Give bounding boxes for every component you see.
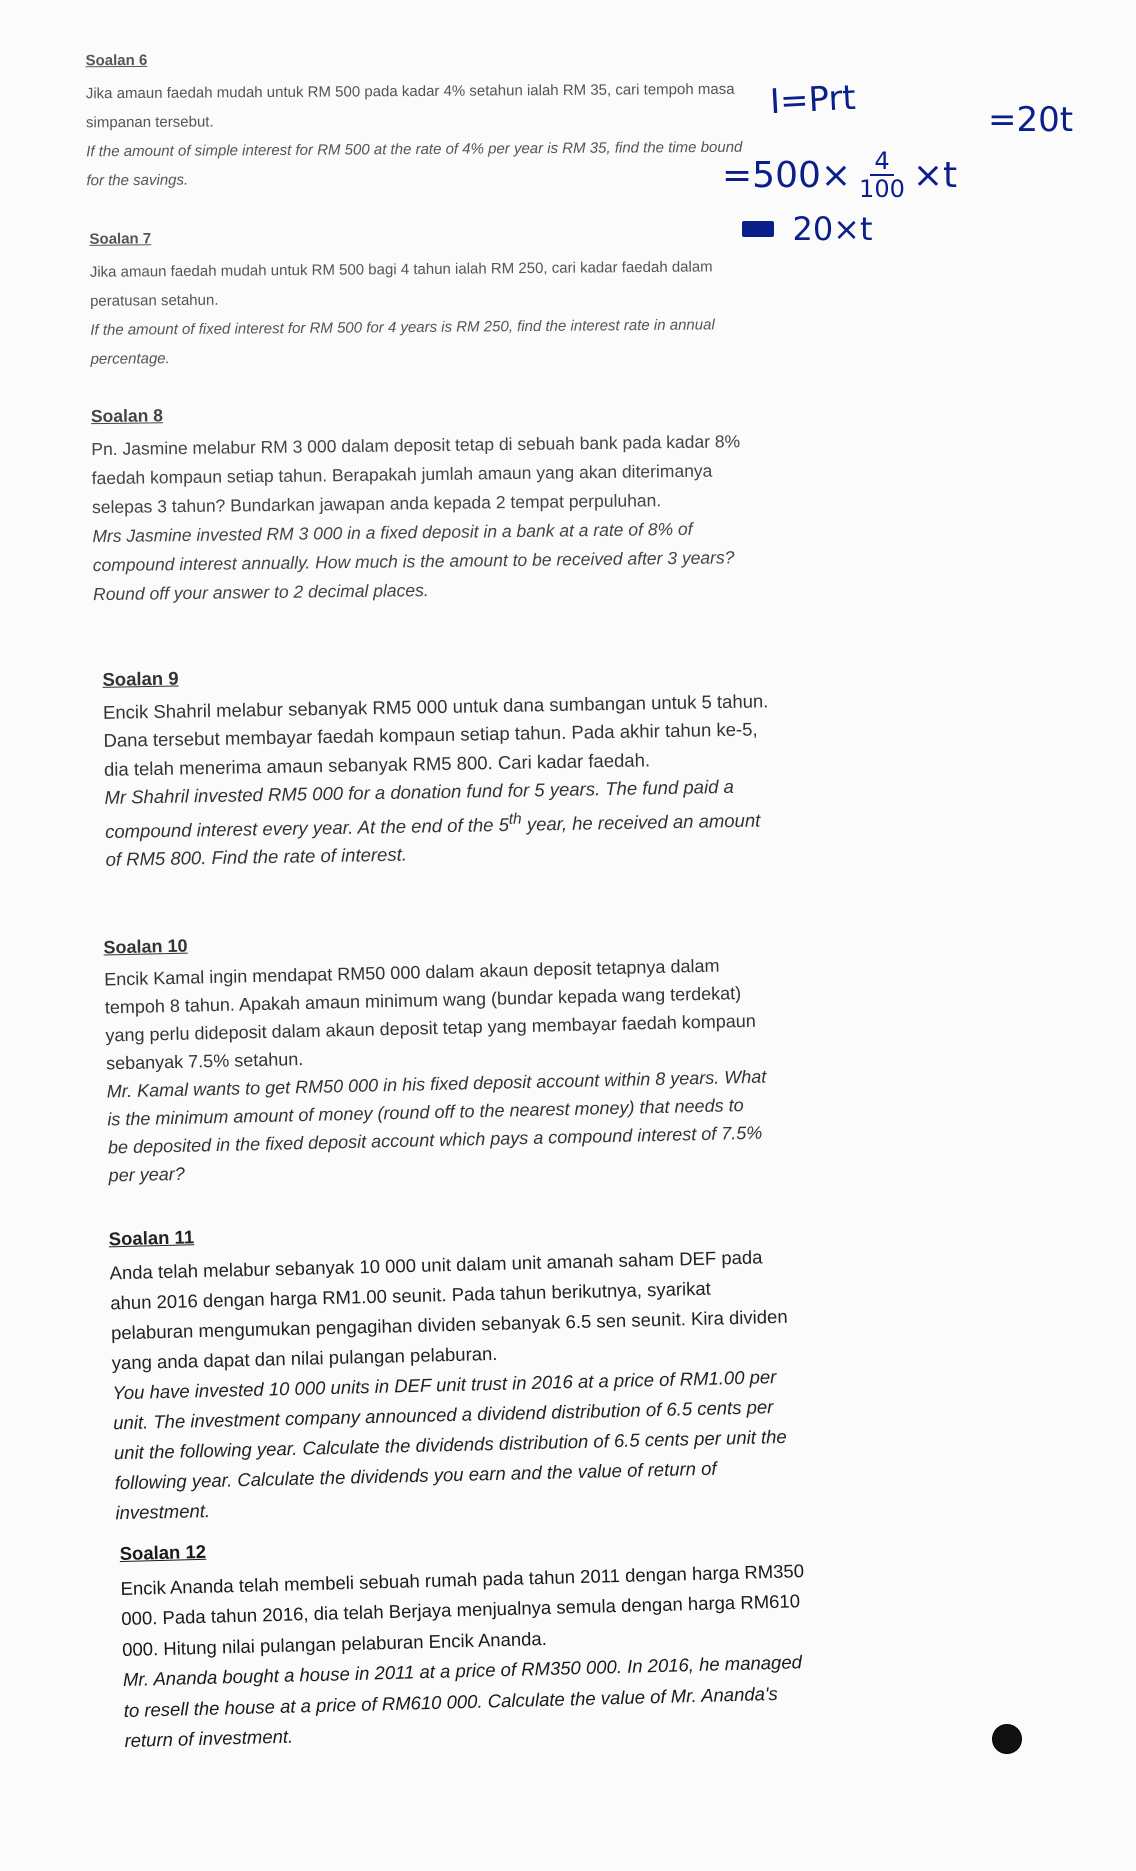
question-11-english: You have invested 10 000 units in DEF unit trust in 2016 at a price of RM1.00 per unit. The investment company announced a dividend distribution of 6.5 cents per unit the following year. Calculate the dividends distribution of 6.5 cents per unit the following year. Calculate the dividends you earn and the value of return of investment. <box>112 1366 787 1524</box>
handwritten-fraction-numerator: 4 <box>870 148 893 176</box>
question-6-malay: Jika amaun faedah mudah untuk RM 500 pada kadar 4% setahun ialah RM 35, cari tempoh masa simpanan tersebut. <box>85 80 735 132</box>
handwritten-substitution <box>722 148 957 202</box>
handwritten-simplified <box>742 210 873 248</box>
question-9-english-post: year, he received an amount of RM5 800. Find the rate of interest. <box>105 809 761 870</box>
question-9-english <box>104 772 775 874</box>
handwritten-substitution-prefix: =500× <box>722 154 852 196</box>
question-10-title: Soalan 10 <box>103 935 188 958</box>
question-9 <box>102 654 776 874</box>
question-12 <box>119 1521 814 1756</box>
question-11 <box>108 1208 795 1529</box>
question-7-english: If the amount of fixed interest for RM 500 for 4 years is RM 250, find the interest rate in annual percentage. <box>90 316 715 368</box>
question-12-english: Mr. Ananda bought a house in 2011 at a price of RM350 000. In 2016, he managed to resell the house at a price of RM610 000. Calculate the value of Mr. Ananda's return of investment. <box>122 1651 803 1751</box>
question-6-title: Soalan 6 <box>85 51 148 70</box>
question-6 <box>85 42 746 196</box>
handwritten-result: =20t <box>988 100 1074 140</box>
question-8-title: Soalan 8 <box>90 405 164 427</box>
question-7-title: Soalan 7 <box>89 230 152 248</box>
question-12-title: Soalan 12 <box>119 1540 207 1565</box>
question-7 <box>89 219 740 374</box>
question-11-title: Soalan 11 <box>108 1226 195 1250</box>
question-6-english: If the amount of simple interest for RM 500 at the rate of 4% per year is RM 35, find the time bound for the savings. <box>86 138 743 190</box>
question-8 <box>91 394 773 609</box>
question-8-english: Mrs Jasmine invested RM 3 000 in a fixed deposit in a bank at a rate of 8% of compound interest annually. How much is the amount to be received after 3 years? Round off your answer to 2 decimal places. <box>92 518 735 605</box>
question-10 <box>103 919 769 1190</box>
question-9-malay: Encik Shahril melabur sebanyak RM5 000 untuk dana sumbangan untuk 5 tahun. Dana tersebut membayar faedah kompaun setiap tahun. Pada akhir tahun ke-5, dia telah menerima amaun sebanyak RM5 800. Cari kadar faedah. <box>102 689 769 780</box>
question-9-english-pre: Mr Shahril invested RM5 000 for a donation fund for 5 years. The fund paid a compound interest every year. At the end of the 5 <box>104 775 734 842</box>
handwritten-simplified-text: 20×t <box>792 210 873 248</box>
handwritten-fraction <box>859 148 905 202</box>
question-9-title: Soalan 9 <box>102 667 179 690</box>
question-11-malay: Anda telah melabur sebanyak 10 000 unit dalam unit amanah saham DEF pada ahun 2016 dengan harga RM1.00 seunit. Pada tahun berikutnya, syarikat pelaburan mengumukan pengagihan dividen sebanyak 6.5 sen seunit. Kira dividen yang anda dapat dan nilai pulangan pelaburan. <box>109 1246 788 1374</box>
question-7-malay: Jika amaun faedah mudah untuk RM 500 bagi 4 tahun ialah RM 250, cari kadar faedah dalam peratusan setahun. <box>89 258 713 310</box>
question-10-malay: Encik Kamal ingin mendapat RM50 000 dalam akaun deposit tetapnya dalam tempoh 8 tahun. Apakah amaun minimum wang (bundar kepada wang terdekat) yang perlu dideposit dalam akaun deposit tetap yang membayar faedah kompaun sebanyak 7.5% setahun. <box>103 955 756 1074</box>
scribble-icon <box>742 221 774 237</box>
handwritten-fraction-denominator: 100 <box>859 175 905 203</box>
question-10-english: Mr. Kamal wants to get RM50 000 in his fixed deposit account within 8 years. What is the minimum amount of money (round off to the nearest money) that needs to be deposited in the fixed deposit account which pays a compound interest of 7.5% per year? <box>106 1066 767 1186</box>
punch-hole-icon <box>992 1724 1022 1754</box>
handwritten-substitution-suffix: ×t <box>912 154 958 196</box>
question-9-english-sup: th <box>508 810 522 828</box>
handwritten-formula: I=Prt <box>769 77 857 123</box>
question-8-malay: Pn. Jasmine melabur RM 3 000 dalam deposit tetap di sebuah bank pada kadar 8% faedah kompaun setiap tahun. Berapakah jumlah amaun yang akan diterimanya selepas 3 tahun? Bundarkan jawapan anda kepada 2 tempat perpuluhan. <box>91 431 741 518</box>
question-12-malay: Encik Ananda telah membeli sebuah rumah pada tahun 2011 dengan harga RM350 000. Pada tahun 2016, dia telah Berjaya menjualnya semula dengan harga RM610 000. Hitung nilai pulangan pelaburan Encik Ananda. <box>120 1559 805 1660</box>
